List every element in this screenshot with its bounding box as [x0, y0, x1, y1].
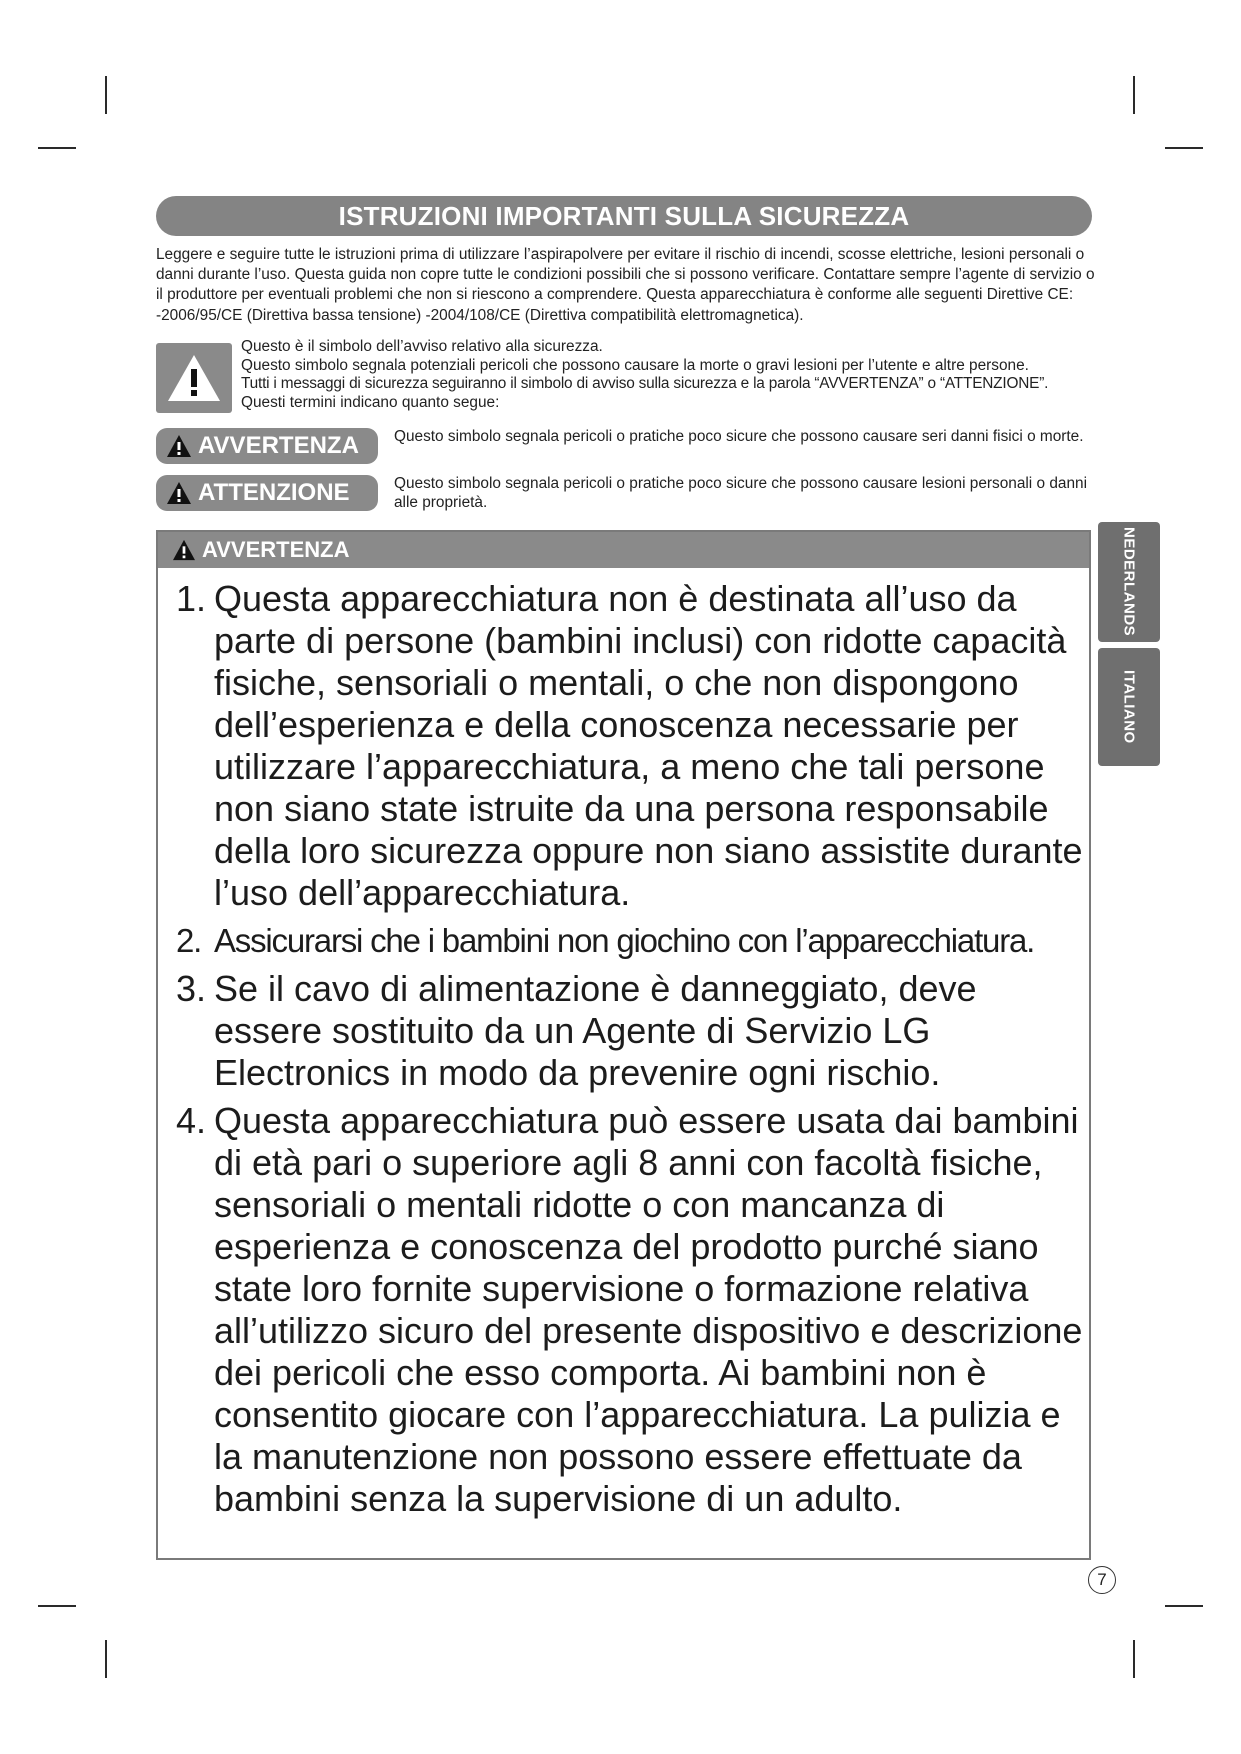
- crop-mark: [38, 147, 76, 149]
- intro-paragraph: Leggere e seguire tutte le istruzioni prima di utilizzare l’aspirapolvere per evitare il rischio di incendi, scosse elettriche, lesioni personali o danni durante l’uso. Questa guida non copre tutte le condizioni possibili che si possono verificare. Contattare sempre l’agente di servizio o il produttore per eventuali problemi che non si riescono a comprendere. Questa apparecchiatura è conforme alle seguenti Direttive CE: -2006/95/CE (Direttiva bassa tensione) -2004/108/CE (Direttiva compatibilità elettromagnetica).: [156, 246, 1095, 324]
- warning-triangle-icon: [172, 539, 196, 561]
- warning-list: [158, 568, 1089, 1520]
- page-title: ISTRUZIONI IMPORTANTI SULLA SICUREZZA: [156, 196, 1092, 236]
- list-item: [176, 920, 1089, 962]
- safety-alert-symbol: [156, 343, 232, 413]
- symbol-line: Questi termini indicano quanto segue:: [241, 393, 500, 411]
- warning-triangle-icon: [166, 434, 192, 458]
- crop-mark: [38, 1605, 76, 1607]
- item-number: 4.: [176, 1100, 207, 1141]
- item-text: Questa apparecchiatura non è destinata all’uso da parte di persone (bambini inclusi) con ridotte capacità fisiche, sensoriali o mentali, o che non dispongono dell’esperienza e della conoscenza necessarie per utilizzare l’apparecchiatura, a meno che tali persone non siano state istruite da una persona responsabile della loro sicurezza oppure non siano assistite durante l’uso dell’apparecchiatura.: [214, 578, 1083, 913]
- item-number: 1.: [176, 578, 207, 619]
- item-text: Questa apparecchiatura può essere usata dai bambini di età pari o superiore agli 8 anni con facoltà fisiche, sensoriali o mentali ridotte o con mancanza di esperienza e conoscenza del prodotto purché siano state loro fornite supervisione o formazione relativa all’utilizzo sicuro del presente dispositivo e descrizione dei pericoli che esso comporta. Ai bambini non è consentito giocare con l’apparecchiatura. La pulizia e la manutenzione non possono essere effettuate da bambini senza la supervisione di un adulto.: [214, 1100, 1083, 1519]
- tab-nederlands[interactable]: [1098, 522, 1160, 642]
- crop-mark: [1165, 147, 1203, 149]
- tab-label: ITALIANO: [1120, 670, 1138, 744]
- warning-triangle-icon: [165, 352, 223, 404]
- crop-mark: [105, 76, 107, 114]
- item-text: Se il cavo di alimentazione è danneggiato, deve essere sostituito da un Agente di Servizio LG Electronics in modo da prevenire ogni rischio.: [214, 968, 977, 1093]
- tab-label: NEDERLANDS: [1120, 527, 1138, 637]
- list-item: [176, 578, 1089, 914]
- avvertenza-badge: [156, 428, 378, 464]
- crop-mark: [1133, 76, 1135, 114]
- symbol-line: Tutti i messaggi di sicurezza seguiranno il simbolo di avviso sulla sicurezza e la parola “AVVERTENZA” o “ATTENZIONE”.: [241, 375, 1049, 392]
- warning-box-header: [158, 532, 1089, 568]
- item-number: 3.: [176, 968, 207, 1009]
- list-item: [176, 968, 1089, 1094]
- item-text: Assicurarsi che i bambini non giochino con l’apparecchiatura.: [214, 922, 1035, 959]
- attenzione-badge: [156, 475, 378, 511]
- warning-triangle-icon: [166, 481, 192, 505]
- item-number: 2.: [176, 922, 202, 959]
- avvertenza-description: Questo simbolo segnala pericoli o pratiche poco sicure che possono causare seri danni fisici o morte.: [394, 428, 1084, 445]
- symbol-line: Questo simbolo segnala potenziali pericoli che possono causare la morte o gravi lesioni per l’utente e altre persone.: [241, 356, 1029, 374]
- crop-mark: [1133, 1640, 1135, 1678]
- crop-mark: [1165, 1605, 1203, 1607]
- tab-italiano[interactable]: [1098, 648, 1160, 766]
- safety-symbol-description: [241, 338, 1101, 412]
- crop-mark: [105, 1640, 107, 1678]
- list-item: [176, 1100, 1089, 1520]
- warning-box-title: AVVERTENZA: [202, 537, 350, 562]
- warning-box: [156, 530, 1091, 1560]
- page-number: 7: [1088, 1566, 1116, 1594]
- badge-label: ATTENZIONE: [198, 479, 350, 506]
- badge-label: AVVERTENZA: [198, 432, 359, 459]
- symbol-line: Questo è il simbolo dell’avviso relativo alla sicurezza.: [241, 338, 603, 355]
- attenzione-description: Questo simbolo segnala pericoli o pratiche poco sicure che possono causare lesioni personali o danni alle proprietà.: [394, 475, 1087, 511]
